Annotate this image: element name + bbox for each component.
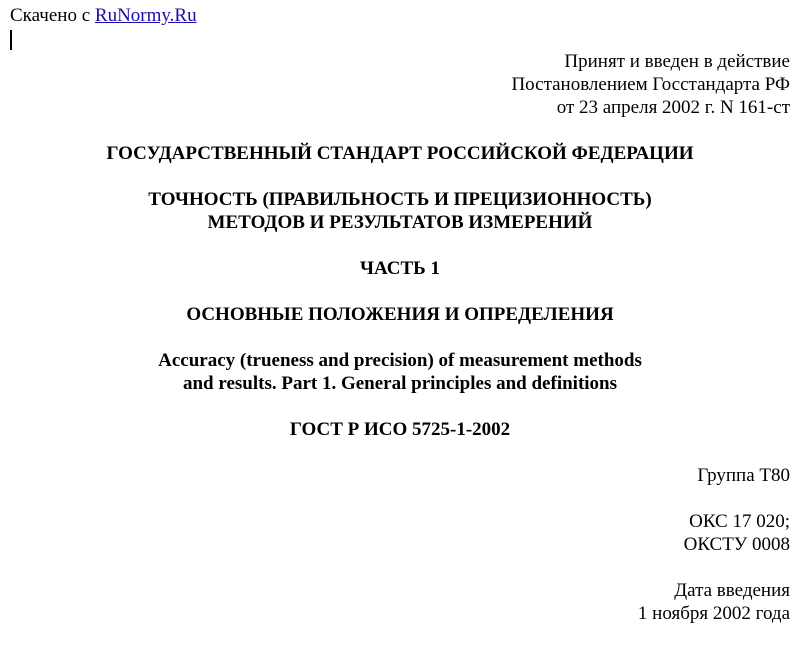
effective-date-label: Дата введения: [674, 580, 790, 601]
subject-title-line-2: МЕТОДОВ И РЕЗУЛЬТАТОВ ИЗМЕРЕНИЙ: [207, 212, 593, 233]
part-heading: ЧАСТЬ 1: [360, 258, 440, 279]
english-title-line-1: Accuracy (trueness and precision) of measurement methods: [158, 350, 642, 371]
adoption-line-2: Постановлением Госстандарта РФ: [511, 74, 790, 95]
state-standard-heading: ГОСУДАРСТВЕННЫЙ СТАНДАРТ РОССИЙСКОЙ ФЕДЕРАЦИИ: [106, 143, 694, 164]
download-note: [10, 5, 197, 27]
subject-title-line-1: ТОЧНОСТЬ (ПРАВИЛЬНОСТЬ И ПРЕЦИЗИОННОСТЬ): [148, 189, 652, 210]
text-cursor: [10, 30, 12, 50]
adoption-line-1: Принят и введен в действие: [564, 51, 790, 72]
okstu-code: ОКСТУ 0008: [683, 534, 790, 555]
effective-date: 1 ноября 2002 года: [637, 603, 790, 624]
adoption-line-3: от 23 апреля 2002 г. N 161-ст: [556, 97, 790, 118]
download-note-prefix: Скачено с: [10, 5, 91, 26]
oks-code: ОКС 17 020;: [689, 511, 790, 532]
english-title-line-2: and results. Part 1. General principles and definitions: [182, 373, 618, 394]
part-title: ОСНОВНЫЕ ПОЛОЖЕНИЯ И ОПРЕДЕЛЕНИЯ: [186, 304, 614, 325]
standard-designation: ГОСТ Р ИСО 5725-1-2002: [289, 419, 511, 440]
classification-group: Группа Т80: [697, 465, 790, 486]
runormy-link[interactable]: RuNormy.Ru: [94, 5, 197, 26]
